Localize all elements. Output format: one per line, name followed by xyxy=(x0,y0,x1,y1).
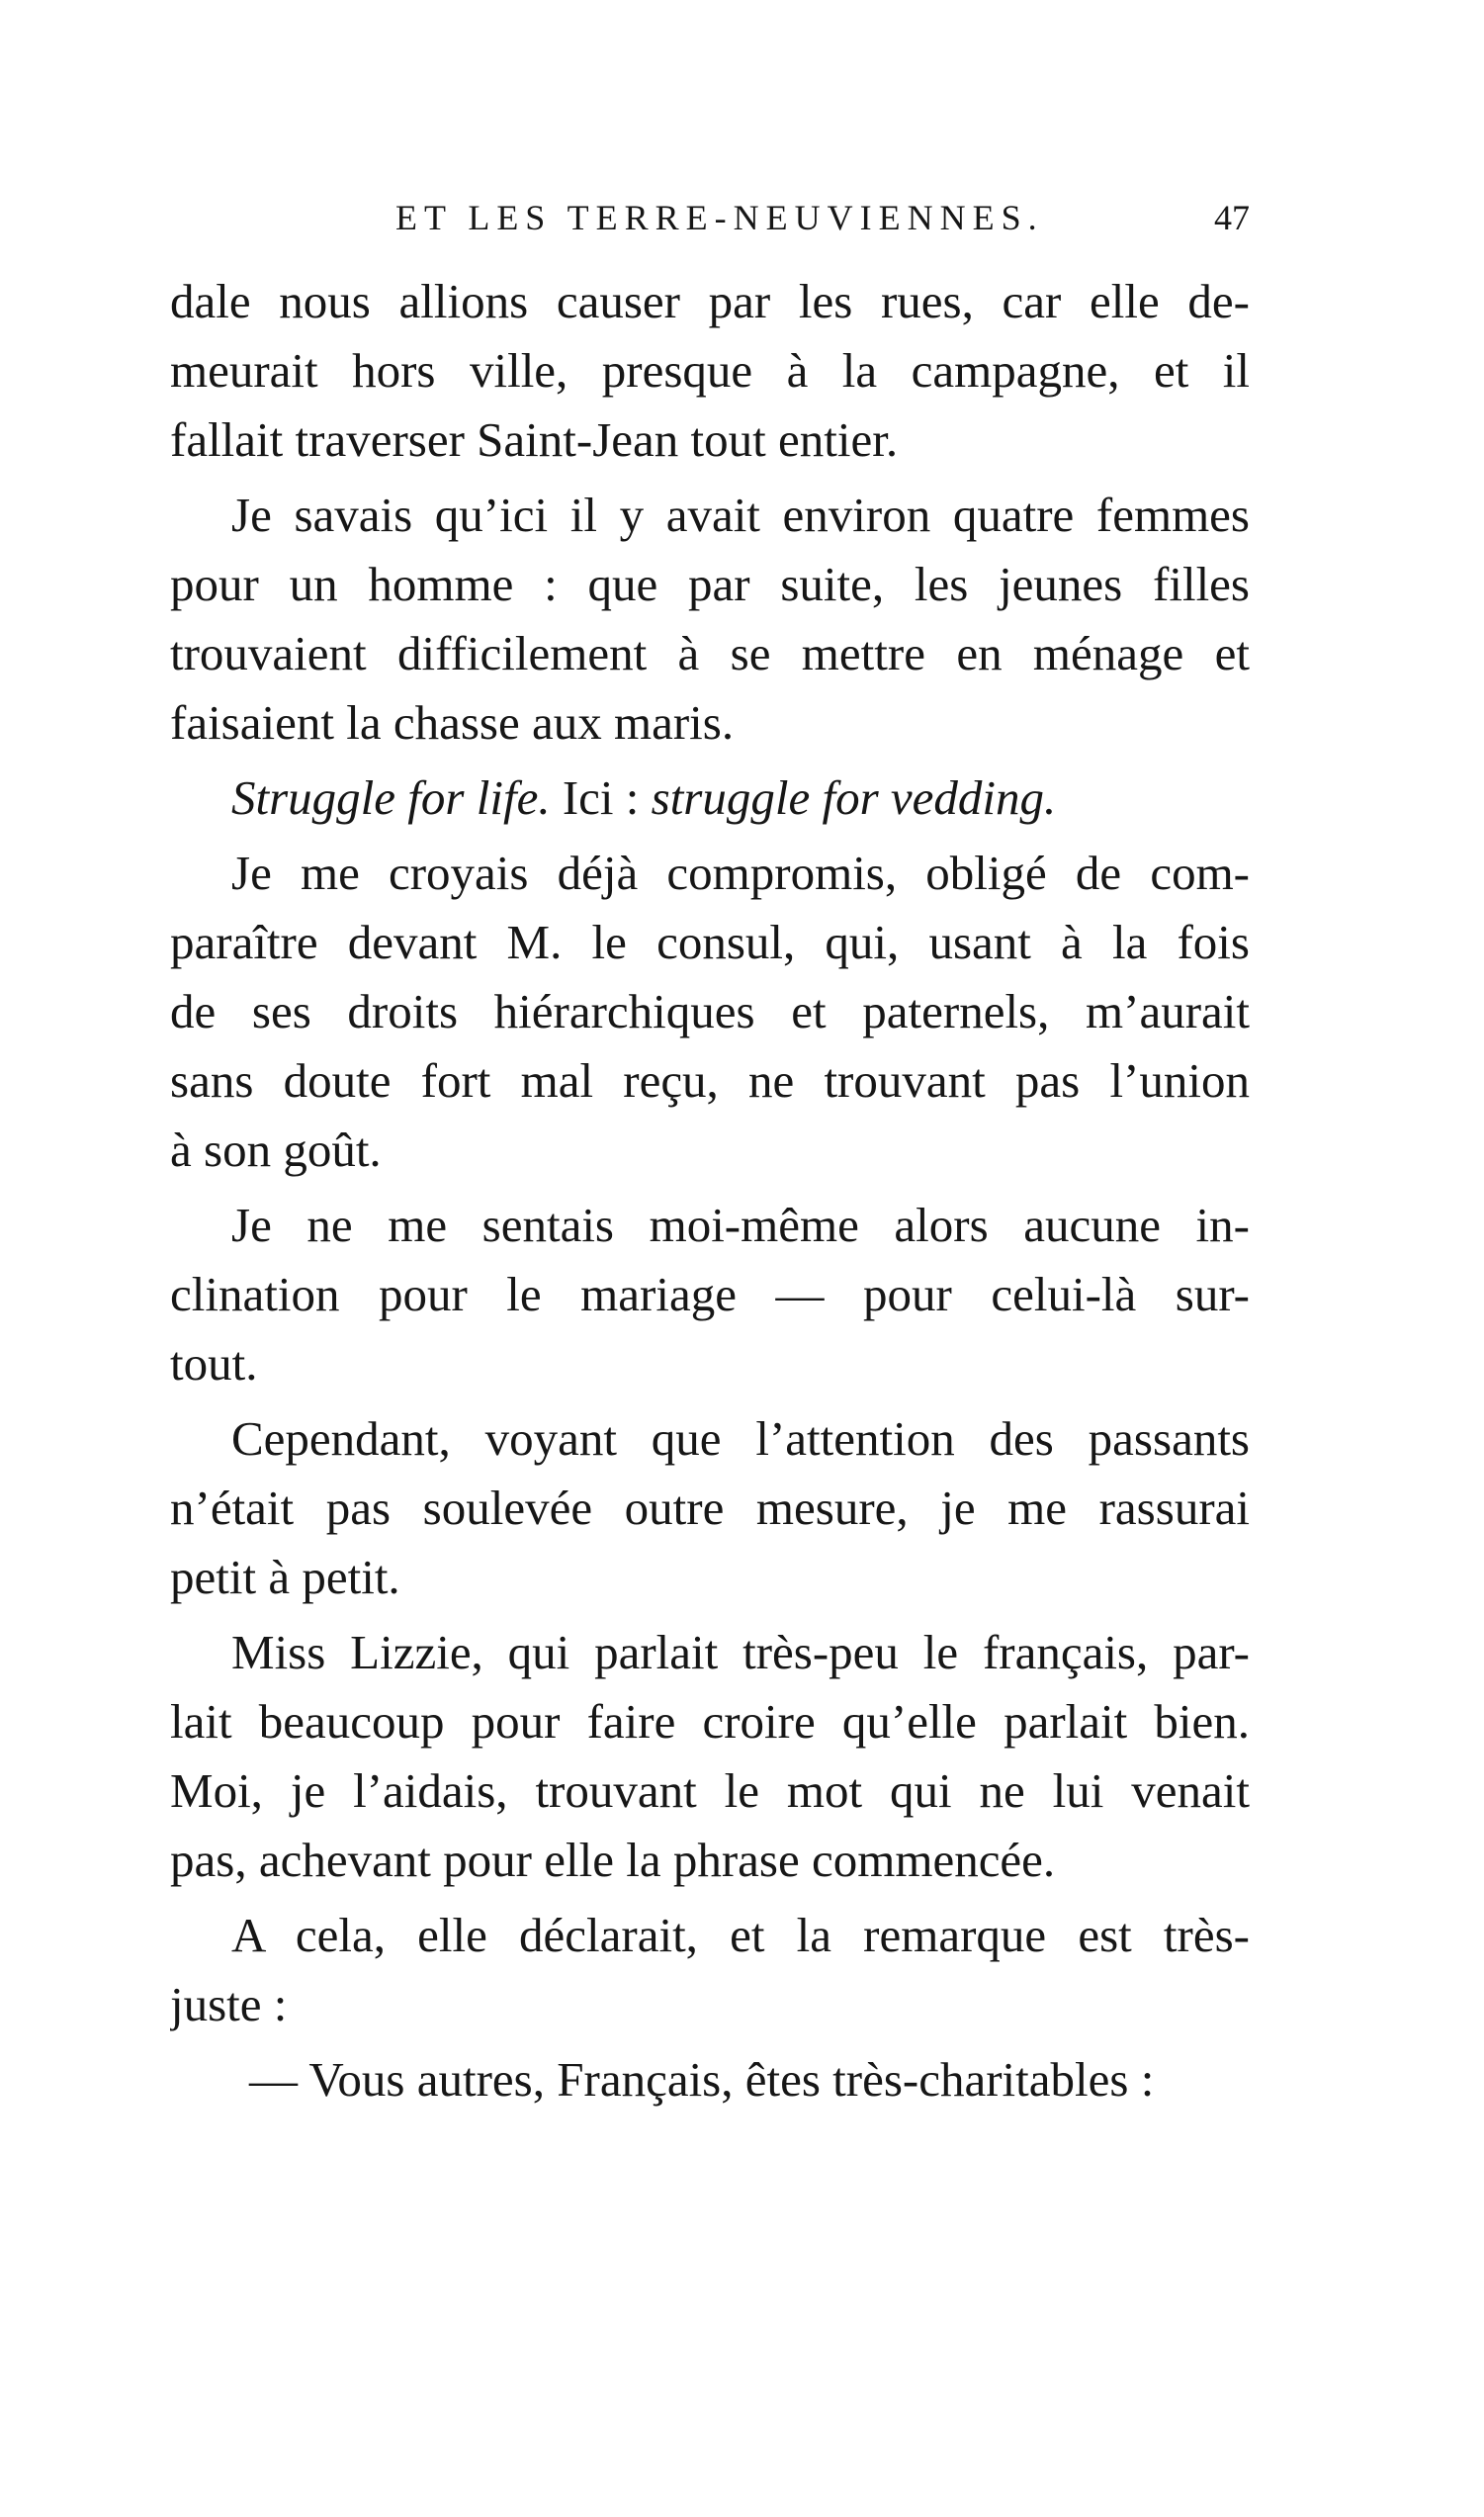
text-line: n’était pas soulevée outre mesure, je me rassurai xyxy=(170,1481,1250,1535)
text-line: Miss Lizzie, qui parlait très-peu le français, par- xyxy=(231,1625,1250,1679)
running-title: ET LES TERRE-NEUVIENNES. xyxy=(395,198,1044,237)
text-line: sans doute fort mal reçu, ne trouvant pas l’union xyxy=(170,1053,1250,1108)
text-line: fallait traverser Saint-Jean tout entier. xyxy=(170,412,899,467)
text-line: à son goût. xyxy=(170,1123,382,1177)
paragraph-6 xyxy=(170,1404,1250,1612)
paragraph-4 xyxy=(170,839,1250,1185)
paragraph-7 xyxy=(170,1618,1250,1895)
text-line: dale nous allions causer par les rues, car elle de- xyxy=(170,274,1250,328)
paragraph-5 xyxy=(170,1191,1250,1398)
running-head xyxy=(170,188,1250,247)
paragraph-8 xyxy=(170,1901,1250,2039)
italic-phrase-struggle-for-vedding: struggle for vedding. xyxy=(651,770,1057,825)
text-line: Cependant, voyant que l’attention des passants xyxy=(231,1411,1250,1466)
body-text xyxy=(170,267,1250,2114)
text-line: tout. xyxy=(170,1336,258,1391)
text-line: meurait hors ville, presque à la campagne, et il xyxy=(170,343,1250,398)
text-line: de ses droits hiérarchiques et paternels, m’aurait xyxy=(170,984,1250,1038)
page-number: 47 xyxy=(1214,198,1250,237)
italic-phrase-struggle-for-life: Struggle for life. xyxy=(231,770,551,825)
text-line: Je savais qu’ici il y avait environ quatre femmes xyxy=(231,488,1250,542)
text-line: lait beaucoup pour faire croire qu’elle parlait bien. xyxy=(170,1694,1250,1749)
text-line: trouvaient difficilement à se mettre en ménage et xyxy=(170,626,1250,680)
text-line: faisaient la chasse aux maris. xyxy=(170,695,735,750)
text-line: pas, achevant pour elle la phrase commencée. xyxy=(170,1833,1056,1887)
text-line: Moi, je l’aidais, trouvant le mot qui ne lui venait xyxy=(170,1763,1250,1818)
dialogue-line: — Vous autres, Français, êtes très-charitables : xyxy=(249,2052,1155,2107)
paragraph-2 xyxy=(170,481,1250,758)
text-line: Je ne me sentais moi-même alors aucune in- xyxy=(231,1198,1250,1252)
text-line: pour un homme : que par suite, les jeunes filles xyxy=(170,557,1250,611)
paragraph-9 xyxy=(170,2045,1250,2114)
paragraph-3 xyxy=(170,764,1250,833)
text-line: A cela, elle déclarait, et la remarque est très- xyxy=(231,1908,1250,1962)
plain-phrase-ici: Ici : xyxy=(550,770,652,825)
text-line: juste : xyxy=(170,1977,288,2031)
text-line: clination pour le mariage — pour celui-là sur- xyxy=(170,1267,1250,1321)
text-line xyxy=(170,764,1250,833)
text-line: paraître devant M. le consul, qui, usant à la fois xyxy=(170,915,1250,969)
text-line: petit à petit. xyxy=(170,1550,400,1604)
paragraph-1 xyxy=(170,267,1250,475)
text-line: Je me croyais déjà compromis, obligé de com- xyxy=(231,846,1250,900)
